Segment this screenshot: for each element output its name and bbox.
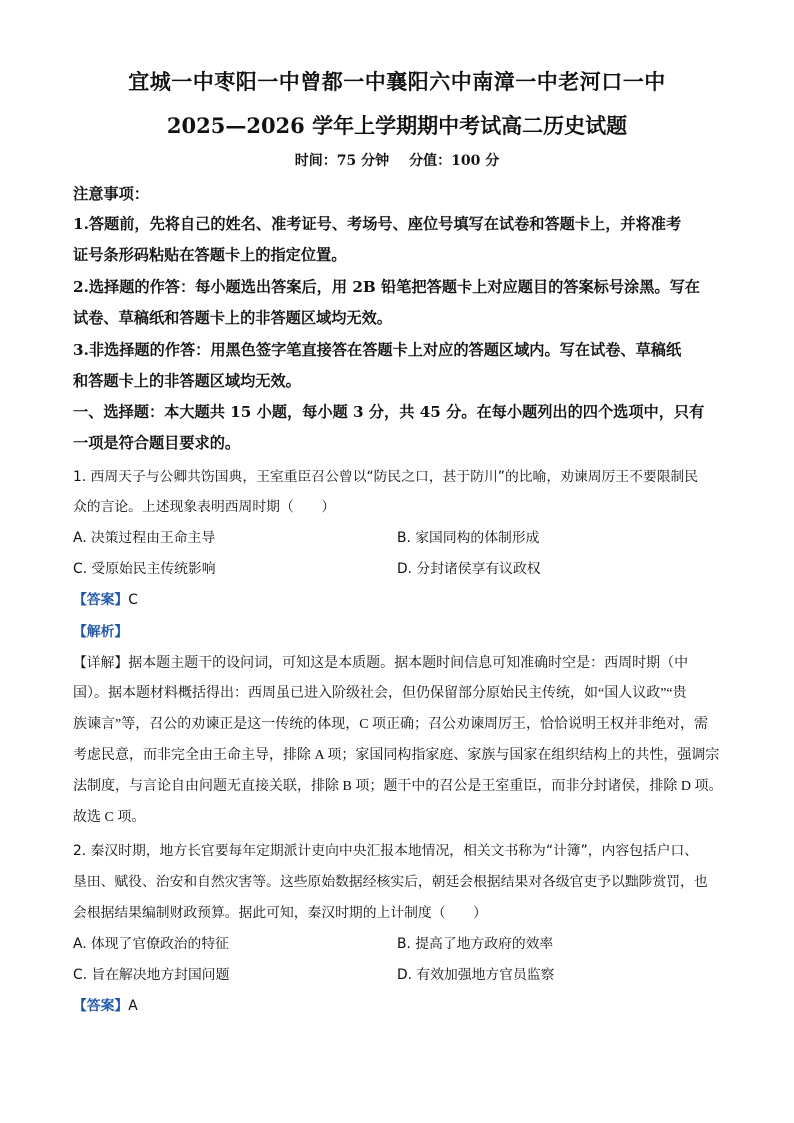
notice-line: 试卷、草稿纸和答题卡上的非答题区域均无效。 xyxy=(73,309,392,327)
answer-tag: 【答案】 xyxy=(73,998,129,1014)
exam-time: 时间：75 分钟 xyxy=(294,153,390,169)
notice-line: 1.答题前，先将自己的姓名、准考证号、考场号、座位号填写在试卷和答题卡上，并将准考 xyxy=(73,215,682,233)
detail-tag: 【详解】 xyxy=(73,655,129,671)
question-2-stem: 会根据结果编制财政预算。据此可知，秦汉时期的上计制度（ ） xyxy=(73,905,487,921)
notice-line: 2.选择题的作答：每小题选出答案后，用 2B 铅笔把答题卡上对应题目的答案标号涂黑。写在 xyxy=(73,278,700,296)
question-1-stem: 众的言论。上述现象表明西周时期（ ） xyxy=(73,499,336,515)
q1-option-c: C. 受原始民主传统影响 xyxy=(73,561,216,577)
q2-answer xyxy=(73,994,138,1014)
question-1-stem: 1. 西周天子与公卿共饬国典，王室重臣召公曾以“防民之口，甚于防川”的比喻，劝谏周厉王不要限制民 xyxy=(73,469,699,485)
notice-line: 3.非选择题的作答：用黑色签字笔直接答在答题卡上对应的答题区域内。写在试卷、草稿纸 xyxy=(73,341,682,359)
q1-option-b: B. 家国同构的体制形成 xyxy=(397,530,540,546)
q1-detail-line: 国）。据本题材料概括得出：西周虽已进入阶级社会，但仍保留部分原始民主传统，如“国人议政”“贵 xyxy=(73,686,687,701)
answer-value: C xyxy=(128,592,138,608)
notice-line: 证号条形码粘贴在答题卡上的指定位置。 xyxy=(73,246,347,264)
question-2-stem: 垦田、赋役、治安和自然灾害等。这些原始数据经核实后，朝廷会根据结果对各级官吏予以黜陟赏罚，也 xyxy=(73,874,708,890)
q1-detail-line: 族谏言”等，召公的劝谏正是这一传统的体现，C 项正确；召公劝谏周厉王，恰恰说明王权并非绝对，需 xyxy=(73,717,709,732)
q2-option-d: D. 有效加强地方官员监察 xyxy=(397,967,555,983)
question-2-stem: 2. 秦汉时期，地方长官要每年定期派计吏向中央汇报本地情况，相关文书称为“计簿”，内容包括户口、 xyxy=(73,843,699,859)
q1-detail-line: 故选 C 项。 xyxy=(73,810,146,825)
q1-analysis-tag: 【解析】 xyxy=(73,624,129,640)
q1-answer xyxy=(73,588,138,608)
q1-detail-line: 考虑民意，而非完全由王命主导，排除 A 项；家国同构指家庭、家族与国家在组织结构上的共性，强调宗 xyxy=(73,748,720,763)
schools-title: 宜城一中枣阳一中曾都一中襄阳六中南漳一中老河口一中 xyxy=(128,69,666,94)
q1-option-a: A. 决策过程由王命主导 xyxy=(73,530,216,546)
exam-meta xyxy=(0,150,794,170)
q1-option-d: D. 分封诸侯享有议政权 xyxy=(397,561,541,577)
section-heading: 一、选择题：本大题共 15 小题，每小题 3 分，共 45 分。在每小题列出的四个选项中，只有 xyxy=(73,403,705,421)
notice-line: 和答题卡上的非答题区域均无效。 xyxy=(73,372,301,390)
answer-value: A xyxy=(128,998,138,1014)
q2-option-a: A. 体现了官僚政治的特征 xyxy=(73,936,229,952)
exam-score: 分值：100 分 xyxy=(409,153,500,169)
q1-detail-line: 法制度，与言论自由问题无直接关联，排除 B 项；题干中的召公是王室重臣，而非分封诸侯，排除 D 项。 xyxy=(73,779,723,794)
answer-tag: 【答案】 xyxy=(73,592,129,608)
q1-detail: 【详解】据本题主题干的设问词，可知这是本质题。据本题时间信息可知准确时空是：西周时期（中 xyxy=(73,655,689,671)
q2-option-c: C. 旨在解决地方封国问题 xyxy=(73,967,230,983)
q2-option-b: B. 提高了地方政府的效率 xyxy=(397,936,554,952)
exam-title: 2025—2026 学年上学期期中考试高二历史试题 xyxy=(166,113,628,138)
notice-heading: 注意事项： xyxy=(73,185,149,203)
section-heading: 一项是符合题目要求的。 xyxy=(73,434,241,452)
